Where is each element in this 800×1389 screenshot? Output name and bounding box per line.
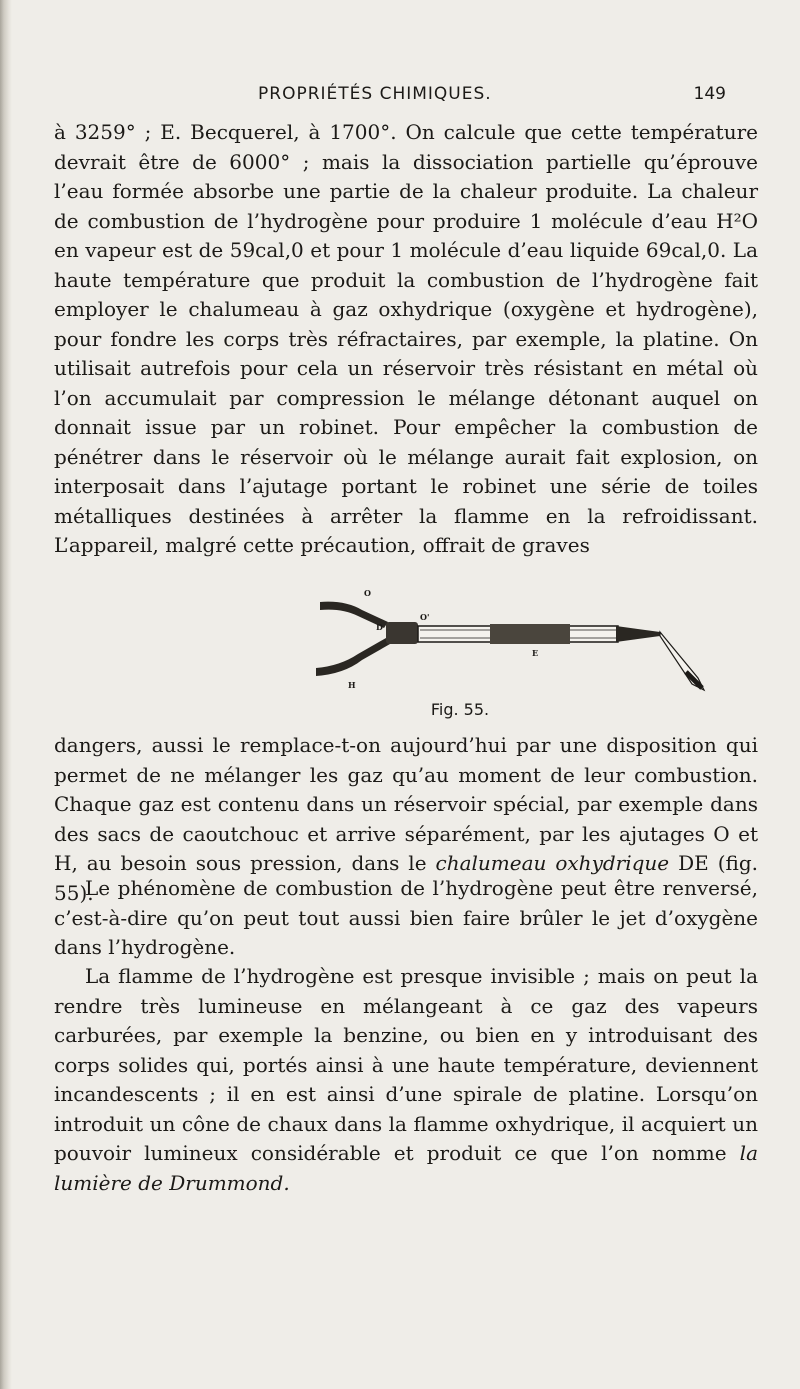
figure-55	[300, 580, 720, 730]
nozzle	[616, 626, 660, 642]
inner-chamber	[490, 624, 570, 644]
paragraph-2-end: DE (fig. 55).	[54, 851, 759, 905]
label-h: H	[348, 680, 356, 690]
paragraph-2-text: dangers, aussi le remplace-t-on aujourd’hui par une disposition qui permet de ne mélanger les gaz qu’au moment de leur combustion. Chaque gaz est contenu dans un réservoir spécial, par exemple dans des sacs de caoutchouc et arrive séparément, par les ajutages O et H, au besoin sous pression, dans le	[54, 733, 758, 875]
label-o-prime: O'	[420, 612, 430, 622]
paragraph-3: Le phénomène de combustion de l’hydrogène peut être renversé, c’est-à-dire qu’on peut tout aussi bien faire brûler le jet d’oxygène dans l’hydrogène.	[54, 876, 758, 959]
label-o: O	[364, 588, 371, 598]
label-e: E	[532, 648, 539, 658]
junction-body	[386, 622, 418, 644]
running-title: PROPRIÉTÉS CHIMIQUES.	[258, 84, 492, 104]
paragraph-1: à 3259° ; E. Becquerel, à 1700°. On calcule que cette température devrait être de 6000° ; mais la dissociation partielle qu’éprouve l’eau formée absorbe une partie de la chaleur produite. La chaleur de combustion de l’hydrogène pour produire 1 molécule d’eau H²O en vapeur est de 59cal,0 et pour 1 molécule d’eau liquide 69cal,0. La haute température que produit la combustion de l’hydrogène fait employer le chalumeau à gaz oxhydrique (oxygène et hydrogène), pour fondre les corps très réfractaires, par exemple, la platine. On utilisait autrefois pour cela un réservoir très résistant en métal où l’on accumulait par compression le mélange détonant auquel on donnait issue par un robinet. Pour empêcher la combustion de pénétrer dans le réservoir où le mélange aurait fait explosion, on interposait dans l’ajutage portant le robinet une série de toiles métalliques destinées à arrêter la flamme en la refroidissant. L’appareil, malgré cette précaution, offrait de graves	[54, 120, 758, 557]
paragraph-4	[54, 962, 758, 1198]
blowpipe-illustration	[300, 580, 720, 700]
label-d: D	[376, 622, 383, 632]
page-header	[258, 84, 726, 112]
page-binding-edge	[0, 0, 12, 1389]
paragraph-4-italic: la lumière de Drummond.	[54, 1141, 758, 1195]
paragraph-2-italic: chalumeau oxhydrique	[435, 851, 670, 875]
figure-caption: Fig. 55.	[430, 700, 490, 719]
hydrogen-inlet-tube	[316, 638, 390, 676]
paragraph-4-text: La flamme de l’hydrogène est presque invisible ; mais on peut la rendre très lumineuse en mélangeant à ce gaz des vapeurs carburées, par exemple la benzine, ou bien en y introduisant des corps solides qui, portés ainsi à une haute température, deviennent incandescents ; il en est ainsi d’une spirale de platine. Lorsqu’on introduit un cône de chaux dans la flamme oxhydrique, il acquiert un pouvoir lumineux considérable et produit ce que l’on nomme	[54, 964, 758, 1165]
page-number: 149	[693, 84, 726, 104]
